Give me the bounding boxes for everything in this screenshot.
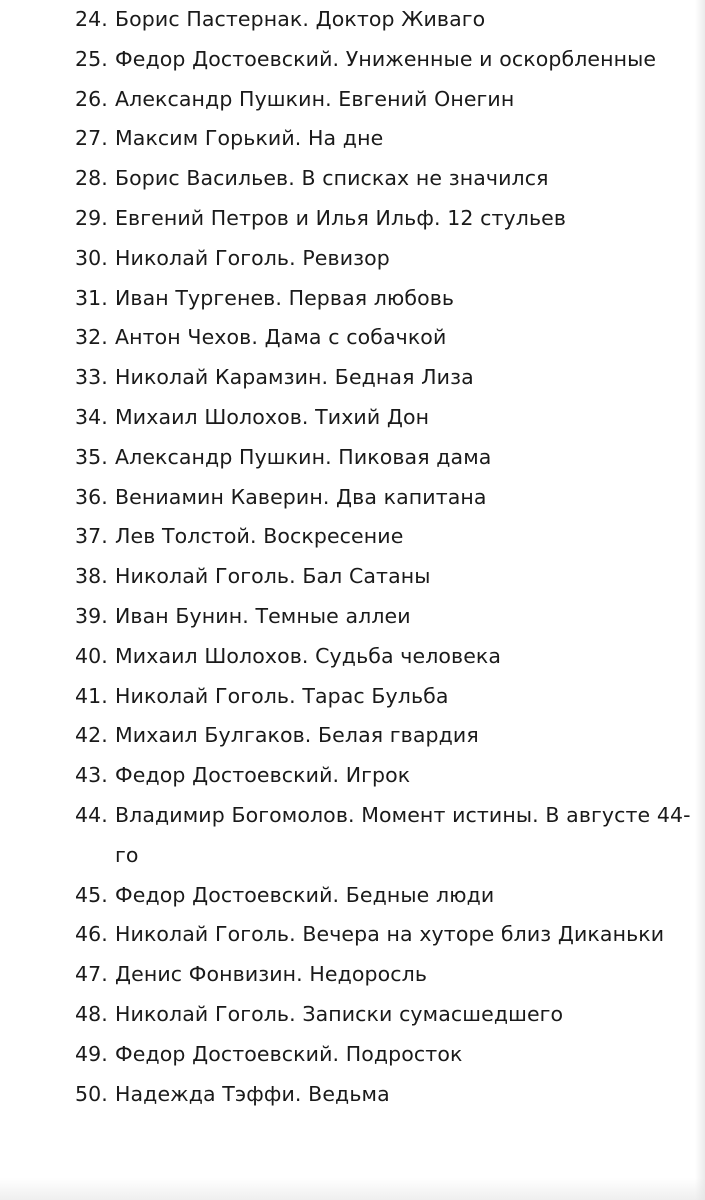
item-number: 48. [75,1001,108,1026]
item-text: Антон Чехов. Дама с собачкой [115,325,447,350]
item-number: 36. [75,484,108,509]
list-item [0,637,705,677]
list-item [0,279,705,319]
list-item [0,915,705,955]
item-text: Николай Карамзин. Бедная Лиза [115,365,474,390]
item-number: 37. [75,524,108,549]
list-item [0,159,705,199]
item-text: Денис Фонвизин. Недоросль [115,962,428,987]
item-number: 42. [75,723,108,748]
list-item [0,80,705,120]
item-number: 40. [75,643,108,668]
list-item [0,318,705,358]
item-number: 50. [75,1081,108,1106]
list-item [0,119,705,159]
item-number: 30. [75,245,108,270]
item-text: Николай Гоголь. Бал Сатаны [115,564,431,589]
item-text: Иван Бунин. Темные аллеи [115,603,411,628]
item-number: 33. [75,365,108,390]
list-item [0,517,705,557]
page-edge-shadow [695,0,705,1200]
item-text: Федор Достоевский. Униженные и оскорбленные [115,46,657,71]
item-text: Иван Тургенев. Первая любовь [115,285,455,310]
item-number: 29. [75,205,108,230]
item-text: Борис Васильев. В списках не значился [115,166,549,191]
item-text: Николай Гоголь. Вечера на хуторе близ Диканьки [115,922,665,947]
item-text: Александр Пушкин. Евгений Онегин [115,86,515,111]
list-item [0,1035,705,1075]
item-text: Михаил Булгаков. Белая гвардия [115,723,479,748]
list-item [0,677,705,717]
item-number: 25. [75,46,108,71]
list-item [0,716,705,756]
item-number: 38. [75,564,108,589]
item-text: Федор Достоевский. Игрок [115,763,411,788]
list-item [0,796,705,876]
item-number: 45. [75,882,108,907]
bottom-shadow [0,1178,705,1200]
item-number: 32. [75,325,108,350]
item-text: Николай Гоголь. Записки сумасшедшего [115,1001,564,1026]
item-number: 26. [75,86,108,111]
item-text: Федор Достоевский. Бедные люди [115,882,495,907]
list-item [0,955,705,995]
item-number: 44. [75,802,108,827]
list-item [0,995,705,1035]
item-text: Лев Толстой. Воскресение [115,524,404,549]
item-number: 31. [75,285,108,310]
list-item [0,756,705,796]
item-text: Михаил Шолохов. Тихий Дон [115,404,430,429]
item-number: 24. [75,7,108,31]
list-item [0,40,705,80]
item-number: 28. [75,166,108,191]
list-item [0,1075,705,1115]
list-item [0,557,705,597]
item-text: Владимир Богомолов. Момент истины. В августе 44-го [115,802,691,867]
item-text: Александр Пушкин. Пиковая дама [115,444,492,469]
item-number: 27. [75,126,108,151]
item-number: 41. [75,683,108,708]
list-item [0,0,705,40]
item-text: Максим Горький. На дне [115,126,384,151]
item-text: Федор Достоевский. Подросток [115,1041,463,1066]
item-number: 39. [75,603,108,628]
item-number: 49. [75,1041,108,1066]
list-item [0,358,705,398]
list-item [0,438,705,478]
item-number: 43. [75,763,108,788]
item-number: 46. [75,922,108,947]
item-number: 47. [75,962,108,987]
list-item [0,876,705,916]
list-item [0,199,705,239]
item-text: Николай Гоголь. Ревизор [115,245,390,270]
item-text: Надежда Тэффи. Ведьма [115,1081,390,1106]
item-text: Евгений Петров и Илья Ильф. 12 стульев [115,205,567,230]
item-text: Михаил Шолохов. Судьба человека [115,643,502,668]
item-number: 35. [75,444,108,469]
item-text: Борис Пастернак. Доктор Живаго [115,7,486,31]
list-item [0,398,705,438]
list-item [0,597,705,637]
item-text: Николай Гоголь. Тарас Бульба [115,683,449,708]
list-item [0,239,705,279]
list-item [0,478,705,518]
item-number: 34. [75,404,108,429]
item-text: Вениамин Каверин. Два капитана [115,484,487,509]
